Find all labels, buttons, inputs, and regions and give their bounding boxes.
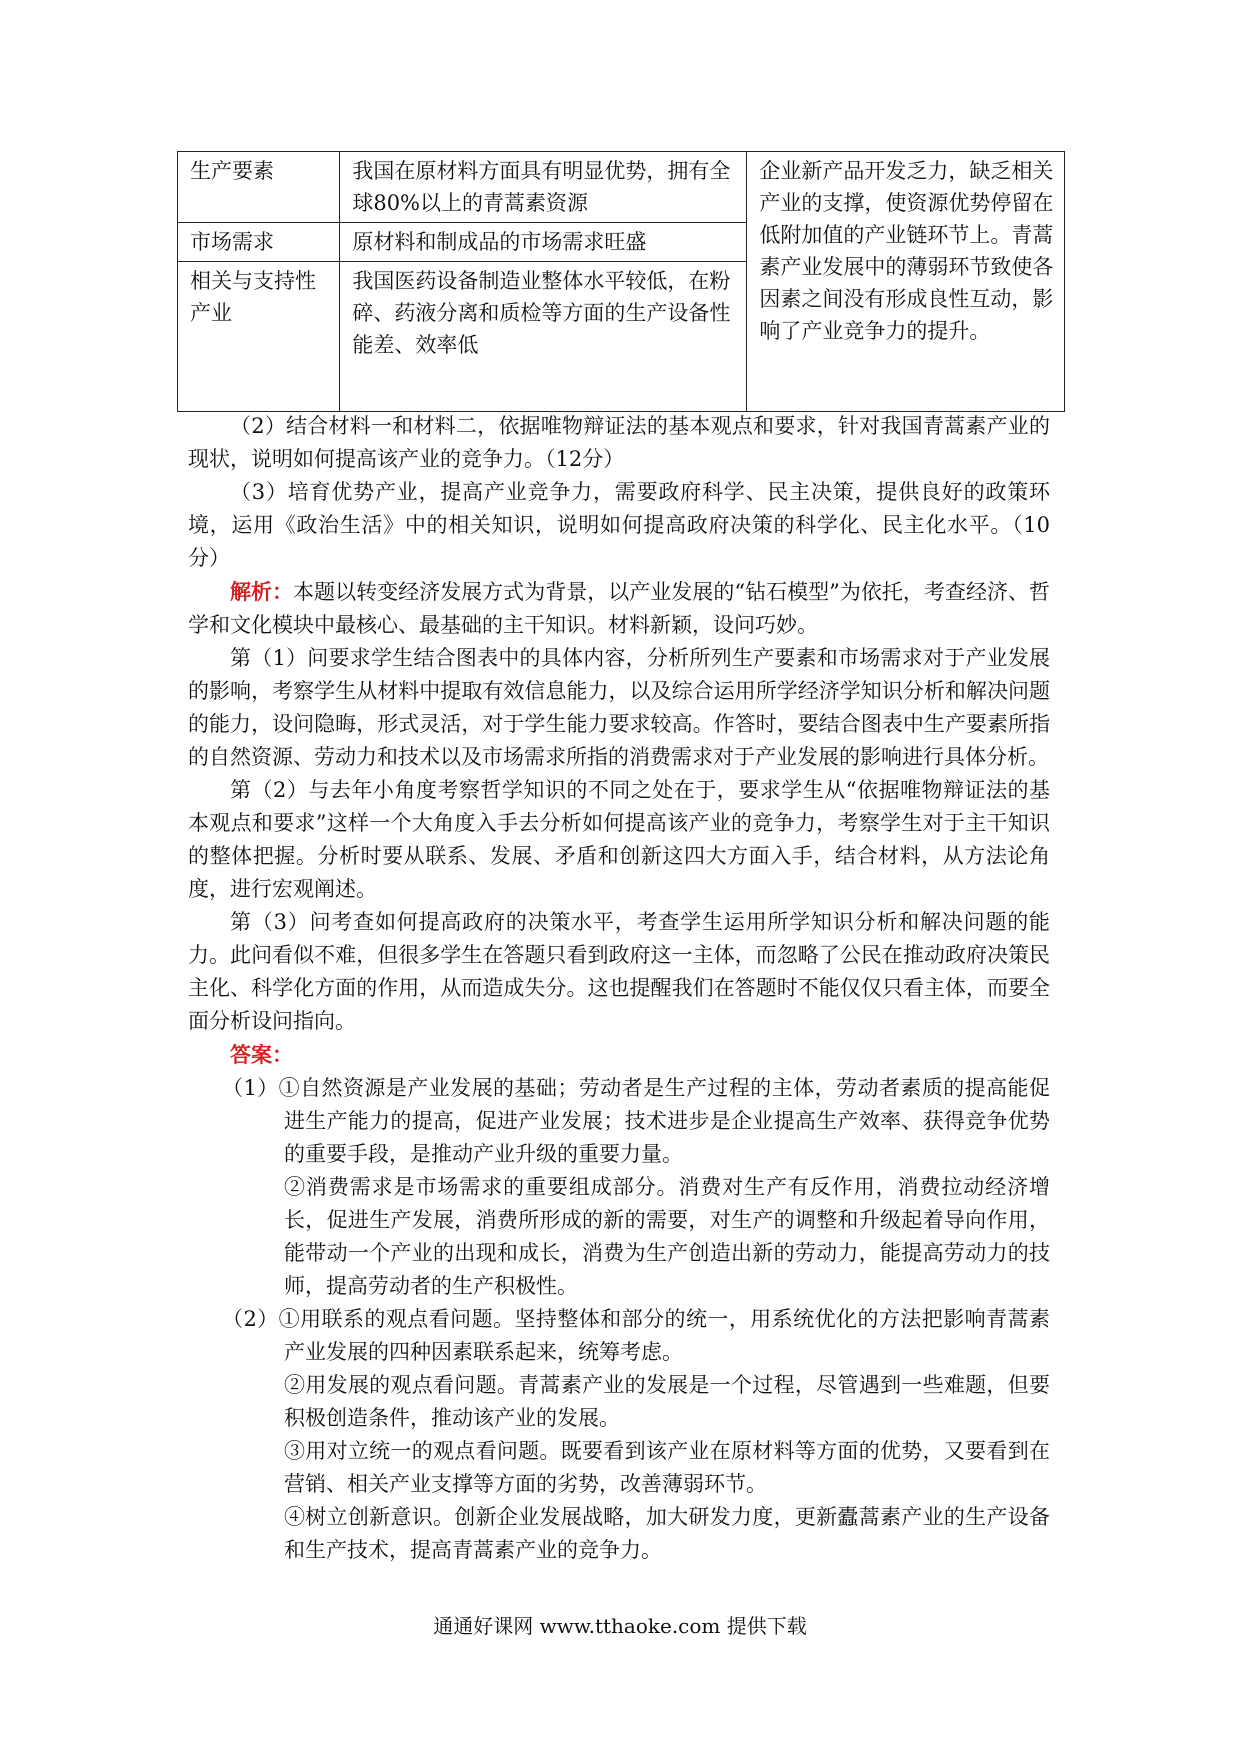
table-cell-factor: 相关与支持性产业 [178,262,340,412]
table-row [178,152,1065,223]
analysis-paragraph-1: 第（1）问要求学生结合图表中的具体内容，分析所列生产要素和市场需求对于产业发展的影响，考察学生从材料中提取有效信息能力，以及综合运用所学经济学知识分析和解决问题的能力，设问隐晦，形式灵活，对于学生能力要求较高。作答时，要结合图表中生产要素所指的自然资源、劳动力和技术以及市场需求所指的消费需求对于产业发展的影响进行具体分析。 [188,646,1050,769]
table-cell-factor: 市场需求 [178,223,340,262]
analysis-label: 解析： [230,579,294,604]
analysis-intro [188,575,1050,642]
analysis-intro-text: 本题以转变经济发展方式为背景，以产业发展的“钻石模型”为依托，考查经济、哲学和文化模块中最核心、最基础的主干知识。材料新颖，设问巧妙。 [188,580,1051,637]
answer-1-1: （1）①自然资源是产业发展的基础；劳动者是生产过程的主体，劳动者素质的提高能促进生产能力的提高，促进产业发展；技术进步是企业提高生产效率、获得竞争优势的重要手段，是推动产业升级的重要力量。 [222,1076,1050,1166]
analysis-paragraph-2: 第（2）与去年小角度考察哲学知识的不同之处在于，要求学生从“依据唯物辩证法的基本观点和要求”这样一个大角度入手去分析如何提高该产业的竞争力，考察学生对于主干知识的整体把握。分析时要从联系、发展、矛盾和创新这四大方面入手，结合材料，从方法论角度，进行宏观阐述。 [188,778,1050,901]
document-body [188,410,1050,1567]
answer-2-1: （2）①用联系的观点看问题。坚持整体和部分的统一，用系统优化的方法把影响青蒿素产业发展的四种因素联系起来，统筹考虑。 [222,1307,1050,1364]
answer-heading [188,1038,1050,1072]
table-cell-factor: 生产要素 [178,152,340,223]
question-2: （2）结合材料一和材料二，依据唯物辩证法的基本观点和要求，针对我国青蒿素产业的现状，说明如何提高该产业的竞争力。（12分） [188,414,1050,471]
answer-label: 答案： [230,1042,293,1067]
table-cell-detail: 我国医药设备制造业整体水平较低，在粉碎、药液分离和质检等方面的生产设备性能差、效率低 [340,262,747,412]
answer-1-2: ②消费需求是市场需求的重要组成部分。消费对生产有反作用，消费拉动经济增长，促进生产发展，消费所形成的新的需要，对生产的调整和升级起着导向作用，能带动一个产业的出现和成长，消费为生产创造出新的劳动力，能提高劳动力的技师，提高劳动者的生产积极性。 [284,1175,1050,1298]
table-cell-detail: 原材料和制成品的市场需求旺盛 [340,223,747,262]
answer-2-2: ②用发展的观点看问题。青蒿素产业的发展是一个过程，尽管遇到一些难题，但要积极创造条件，推动该产业的发展。 [284,1373,1050,1430]
factor-table [177,151,1065,412]
answer-2-4: ④树立创新意识。创新企业发展战略，加大研发力度，更新蠹蒿素产业的生产设备和生产技术，提高青蒿素产业的竞争力。 [284,1505,1050,1562]
analysis-paragraph-3: 第（3）问考查如何提高政府的决策水平，考查学生运用所学知识分析和解决问题的能力。此问看似不难，但很多学生在答题只看到政府这一主体，而忽略了公民在推动政府决策民主化、科学化方面的作用，从而造成失分。这也提醒我们在答题时不能仅仅只看主体，而要全面分析设问指向。 [188,910,1050,1033]
page-footer: 通通好课网 www.tthaoke.com 提供下载 [433,1614,807,1638]
answer-2-3: ③用对立统一的观点看问题。既要看到该产业在原材料等方面的优势，又要看到在营销、相关产业支撑等方面的劣势，改善薄弱环节。 [284,1439,1050,1496]
table-cell-summary: 企业新产品开发乏力，缺乏相关产业的支撑，使资源优势停留在低附加值的产业链环节上。青蒿素产业发展中的薄弱环节致使各因素之间没有形成良性互动，影响了产业竞争力的提升。 [747,152,1065,412]
question-3: （3）培育优势产业，提高产业竞争力，需要政府科学、民主决策，提供良好的政策环境，运用《政治生活》中的相关知识，说明如何提高政府决策的科学化、民主化水平。（10分） [188,480,1050,570]
table-cell-detail: 我国在原材料方面具有明显优势，拥有全球80%以上的青蒿素资源 [340,152,747,223]
